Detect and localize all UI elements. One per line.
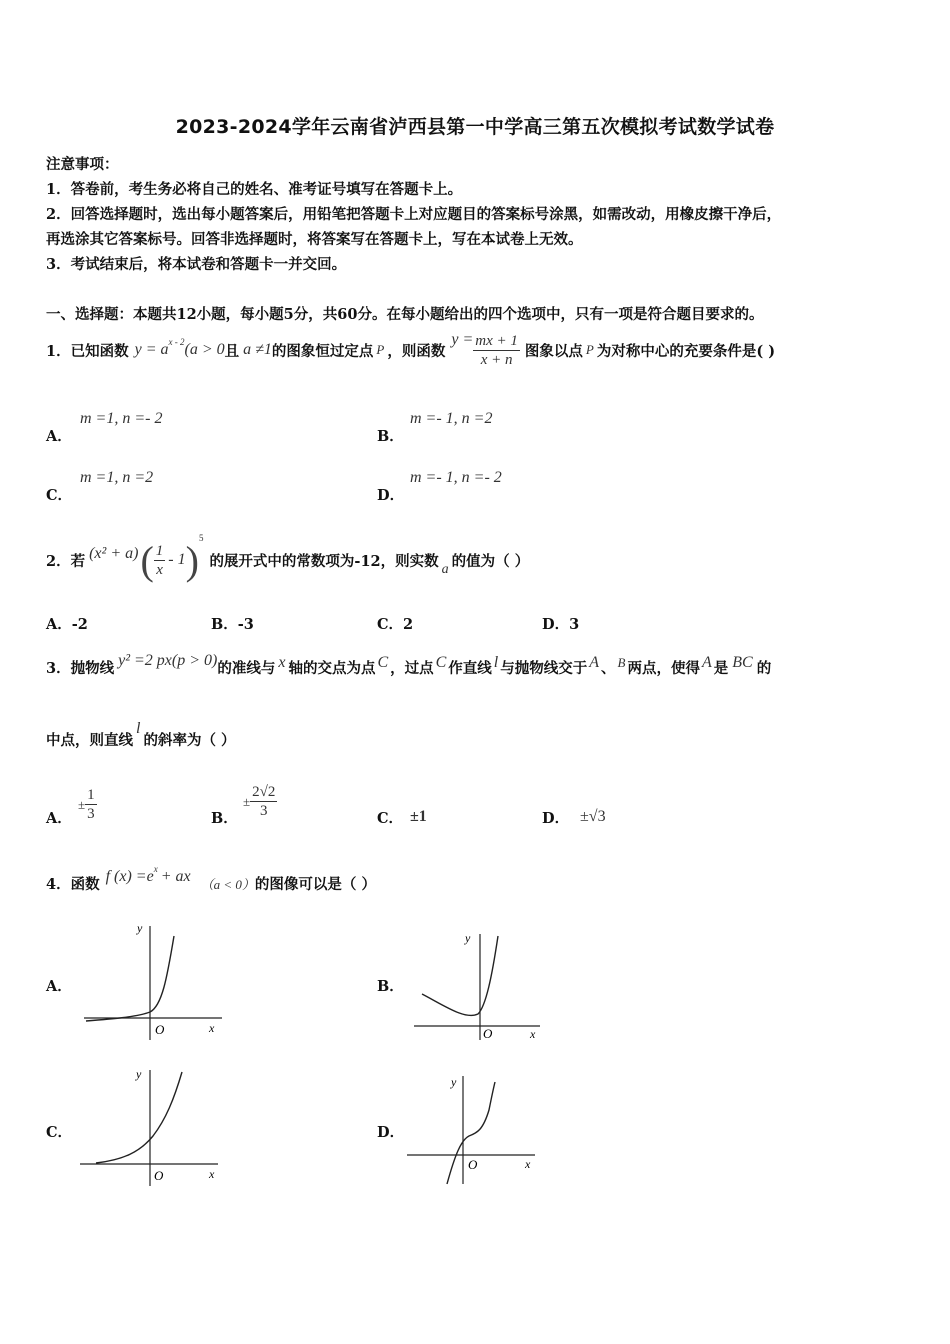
q3-a2: A xyxy=(701,654,712,671)
q2-option-b xyxy=(211,613,254,634)
q2-option-d-text: 3 xyxy=(569,616,580,633)
q4-graph-d xyxy=(405,1070,540,1188)
q2-option-c-text: 2 xyxy=(403,616,414,633)
y-label: y xyxy=(465,931,471,945)
q2-power: 5 xyxy=(198,533,204,543)
y-label: y xyxy=(137,921,143,935)
section-heading: 一、选择题：本题共12小题，每小题5分，共60分。在每小题给出的四个选项中，只有一项是符合题目要求的。 xyxy=(46,306,764,323)
q3-t6: 、 xyxy=(601,659,616,677)
notice-item-2b: 再选涂其它答案标号。回答非选择题时，将答案写在答题卡上，写在本试卷上无效。 xyxy=(46,231,583,248)
q3-eq: y² =2 px(p > 0) xyxy=(118,652,218,669)
q3-line2a: 中点，则直线 xyxy=(46,731,133,749)
q3-t8: 是 xyxy=(713,659,729,677)
q3-t7: 两点，使得 xyxy=(627,659,700,677)
q3-option-a-label: A． xyxy=(46,810,72,827)
q3-c: C xyxy=(377,654,389,671)
q2-frac-den: x xyxy=(156,561,163,578)
q1-suffix1: 图象以点 xyxy=(524,342,583,360)
q3-option-a-frac xyxy=(85,786,97,823)
q1-frac-num: mx + 1 xyxy=(475,332,518,349)
q4-suffix: 的图像可以是（ ） xyxy=(254,875,376,893)
q2-minus-one: - 1 xyxy=(168,551,186,568)
q2-frac-num: 1 xyxy=(155,542,164,559)
q3-line2b: 的斜率为（ ） xyxy=(143,731,236,749)
q3-option-a-den: 3 xyxy=(87,806,95,822)
q4-graph-b xyxy=(410,926,545,1044)
q3-prefix: 3．抛物线 xyxy=(46,659,115,677)
q3-l: l xyxy=(493,654,499,671)
question-3-line2 xyxy=(46,722,236,756)
q4-option-a-label: A． xyxy=(46,978,72,995)
q3-option-b-label: B． xyxy=(211,810,238,827)
q1-option-b-label: B． xyxy=(377,428,404,445)
origin-label: O xyxy=(468,1157,478,1172)
y-label: y xyxy=(451,1075,457,1089)
q3-t1: 的准线与 xyxy=(217,659,276,677)
q3-a: A xyxy=(589,654,600,671)
q3-option-b-pm: ± xyxy=(243,793,251,809)
q1-fraction xyxy=(473,332,520,369)
origin-label: O xyxy=(483,1026,493,1041)
q4-exp: x xyxy=(153,864,158,874)
q4-option-b-label: B． xyxy=(377,978,404,995)
q3-c2: C xyxy=(435,654,447,671)
x-label: x xyxy=(209,1167,215,1181)
q2-option-b-label: B． xyxy=(211,616,238,633)
notice-item-3: 3．考试结束后，将本试卷和答题卡一并交回。 xyxy=(46,256,347,273)
q2-option-c-label: C． xyxy=(377,616,404,633)
curve xyxy=(96,1072,182,1163)
q1-option-a: m =1, n =- 2 xyxy=(80,410,163,427)
q4-func: f (x) =e xyxy=(105,868,154,885)
question-1 xyxy=(46,325,775,375)
q4-graph-a xyxy=(82,918,227,1043)
q3-option-b-num: 2√2 xyxy=(252,784,276,800)
origin-label: O xyxy=(154,1168,164,1183)
q4-graph-c xyxy=(78,1064,223,1189)
question-4 xyxy=(46,866,376,900)
q1-option-a-label: A． xyxy=(46,428,72,445)
q1-option-b: m =- 1, n =2 xyxy=(410,410,493,427)
q1-y: y = xyxy=(451,331,474,348)
q3-option-c-label: C． xyxy=(377,810,404,827)
q2-fraction xyxy=(154,542,166,579)
curve xyxy=(86,936,174,1021)
q3-option-a-num: 1 xyxy=(87,787,95,803)
q3-option-d-label: D． xyxy=(542,810,570,827)
q3-t5: 与抛物线交于 xyxy=(500,659,588,677)
question-3 xyxy=(46,650,771,684)
question-2 xyxy=(46,530,529,590)
origin-label: O xyxy=(155,1022,165,1037)
q1-cond: (a > 0 xyxy=(184,341,225,358)
q3-l2: l xyxy=(136,720,141,737)
q4-cond: （a < 0） xyxy=(200,876,255,892)
notice-item-1: 1．答卷前，考生务必将自己的姓名、准考证号填写在答题卡上。 xyxy=(46,181,463,198)
x-label: x xyxy=(530,1027,536,1041)
x-label: x xyxy=(209,1021,215,1035)
q3-option-b xyxy=(243,783,277,820)
q3-option-d: ±√3 xyxy=(580,808,606,825)
q2-mid: 的展开式中的常数项为-12，则实数 xyxy=(209,552,439,570)
x-label: x xyxy=(525,1157,531,1171)
q3-t3: ，过点 xyxy=(390,659,434,677)
q2-option-c xyxy=(377,613,413,634)
q4-option-d-label: D． xyxy=(377,1124,405,1141)
page-title: 2023-2024学年云南省泸西县第一中学高三第五次模拟考试数学试卷 xyxy=(175,116,775,138)
q3-t4: 作直线 xyxy=(448,659,492,677)
q1-prefix: 1．已知函数 xyxy=(46,342,129,360)
q4-prefix: 4．函数 xyxy=(46,875,100,893)
q1-mid2: ，则函数 xyxy=(387,342,446,360)
q2-option-b-text: -3 xyxy=(237,616,254,633)
q2-right-paren: ) xyxy=(185,537,199,583)
q1-and: 且 xyxy=(224,342,240,360)
q1-option-c-label: C． xyxy=(46,487,73,504)
q4-option-c-label: C． xyxy=(46,1124,73,1141)
q1-option-d: m =- 1, n =- 2 xyxy=(410,469,502,486)
q3-t9: 的 xyxy=(756,659,772,677)
q3-option-a xyxy=(78,786,97,823)
q2-a: a xyxy=(441,562,449,577)
q1-point-p: P xyxy=(376,342,385,357)
q3-option-b-frac xyxy=(250,783,277,820)
q2-option-a xyxy=(46,613,88,634)
q1-func: y = a xyxy=(134,341,169,358)
q4-func2: + ax xyxy=(160,868,191,885)
y-label: y xyxy=(136,1067,142,1081)
notice-item-2a: 2．回答选择题时，选出每小题答案后，用铅笔把答题卡上对应题目的答案标号涂黑，如需改动，用橡皮擦干净后， xyxy=(46,206,782,223)
q1-exp: x - 2 xyxy=(168,337,185,347)
q1-option-d-label: D． xyxy=(377,487,405,504)
q3-option-c: ±1 xyxy=(410,808,427,825)
q2-prefix: 2．若 xyxy=(46,552,86,570)
q2-option-a-label: A． xyxy=(46,616,72,633)
q2-option-d xyxy=(542,613,579,634)
q1-cond2: a ≠1 xyxy=(243,341,272,358)
q3-t2: 轴的交点为点 xyxy=(288,659,376,677)
q3-option-b-den: 3 xyxy=(260,803,268,819)
q1-suffix2: 为对称中心的充要条件是( ) xyxy=(596,342,776,360)
notice-heading: 注意事项： xyxy=(46,156,119,173)
q1-frac-den: x + n xyxy=(480,351,513,368)
q2-left-paren: ( xyxy=(140,537,154,583)
q1-mid: 的图象恒过定点 xyxy=(271,342,374,360)
q2-expr1: (x² + a) xyxy=(89,545,139,562)
curve xyxy=(422,936,498,1015)
q3-option-a-pm: ± xyxy=(78,796,86,812)
q2-option-a-text: -2 xyxy=(71,616,88,633)
q2-option-d-label: D． xyxy=(542,616,570,633)
q1-option-c: m =1, n =2 xyxy=(80,469,154,486)
q3-b: B xyxy=(617,655,626,670)
q3-x: x xyxy=(278,654,286,671)
q3-bc: BC xyxy=(732,654,753,671)
q1-point-p2: P xyxy=(585,342,594,357)
q2-suffix: 的值为（ ） xyxy=(451,552,530,570)
